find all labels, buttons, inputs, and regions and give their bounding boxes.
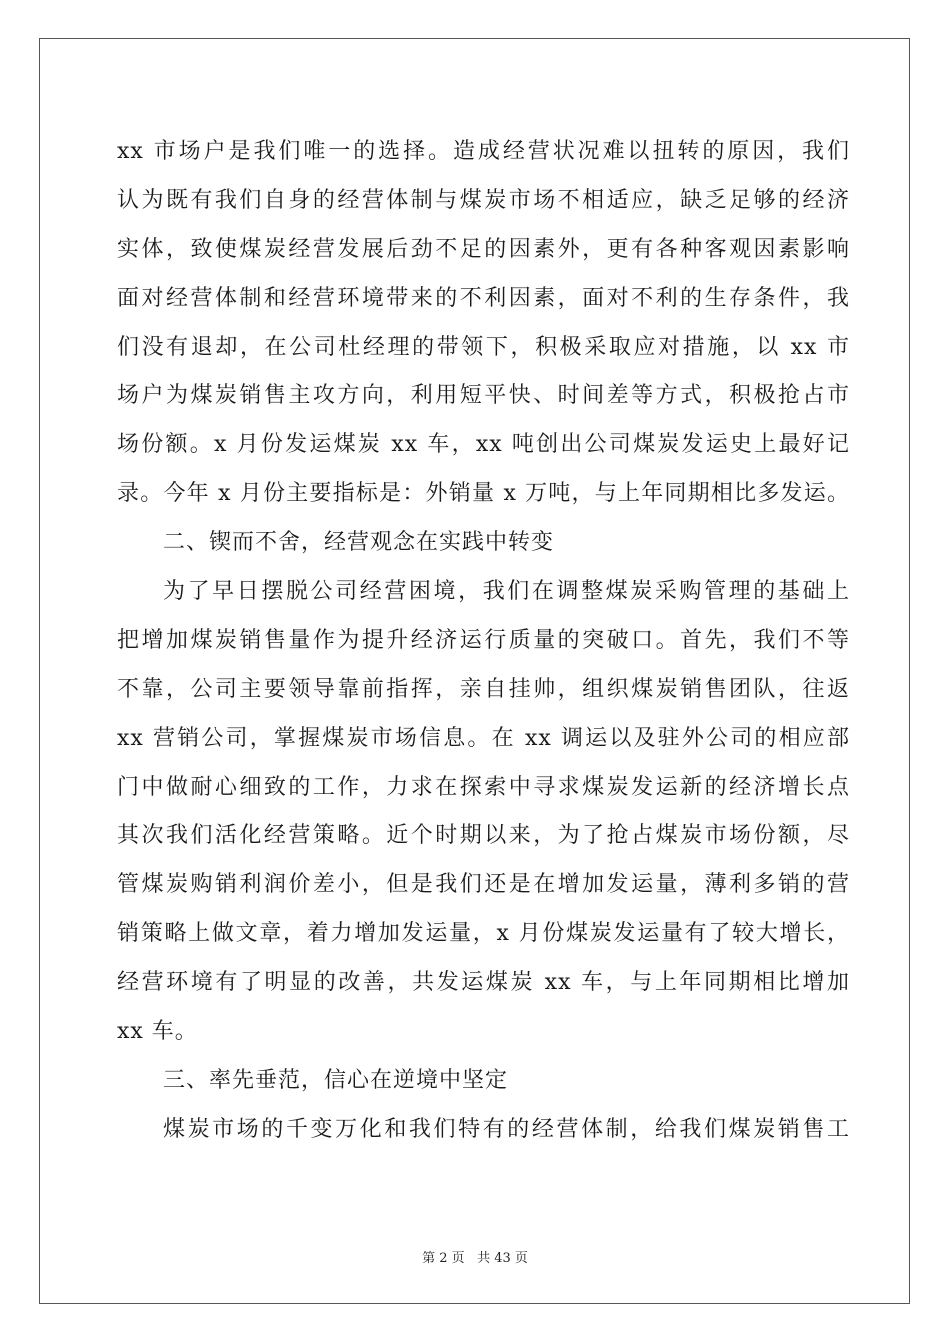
text-line: xx 市场户是我们唯一的选择。造成经营状况难以扭转的原因，我们	[117, 139, 850, 164]
text-line: 场份额。x 月份发运煤炭 xx 车，xx 吨创出公司煤炭发运史上最好记	[117, 432, 850, 458]
paragraph-first-line: 煤炭市场的千变万化和我们特有的经营体制，给我们煤炭销售工	[163, 1116, 850, 1142]
text-line: 经营环境有了明显的改善，共发运煤炭 xx 车，与上年同期相比增加	[117, 970, 850, 996]
text-line: 录。今年 x 月份主要指标是：外销量 x 万吨，与上年同期相比多发运。	[117, 481, 850, 507]
text-line: 不靠，公司主要领导靠前指挥，亲自挂帅，组织煤炭销售团队，往返	[117, 676, 850, 702]
text-line: 认为既有我们自身的经营体制与煤炭市场不相适应，缺乏足够的经济	[117, 187, 850, 213]
paragraph-first-line: 为了早日摆脱公司经营困境，我们在调整煤炭采购管理的基础上	[163, 579, 850, 605]
text-line: xx 车。	[117, 1019, 198, 1045]
section-heading: 三、率先垂范，信心在逆境中坚定	[163, 1067, 509, 1093]
text-line: 其次我们活化经营策略。近个时期以来，为了抢占煤炭市场份额，尽	[117, 823, 850, 849]
text-line: xx 营销公司，掌握煤炭市场信息。在 xx 调运以及驻外公司的相应部	[117, 725, 850, 751]
text-line: 管煤炭购销利润价差小，但是我们还是在增加发运量，薄利多销的营	[117, 872, 850, 898]
text-line: 把增加煤炭销售量作为提升经济运行质量的突破口。首先，我们不等	[117, 627, 850, 653]
text-line: 销策略上做文章，着力增加发运量，x 月份煤炭发运量有了较大增长，	[117, 921, 850, 947]
document-body	[117, 128, 850, 1155]
section-heading: 二、锲而不舍，经营观念在实践中转变	[163, 530, 555, 556]
page-number: 第 2 页	[422, 1251, 465, 1266]
text-line: 场户为煤炭销售主攻方向，利用短平快、时间差等方式，积极抢占市	[117, 383, 850, 409]
text-line: 面对经营体制和经营环境带来的不利因素，面对不利的生存条件，我	[117, 285, 850, 311]
text-line: 门中做耐心细致的工作，力求在探索中寻求煤炭发运新的经济增长点	[117, 774, 850, 800]
page-footer	[0, 1247, 950, 1266]
page-total: 共 43 页	[477, 1251, 528, 1266]
text-line: 实体，致使煤炭经营发展后劲不足的因素外，更有各种客观因素影响	[117, 236, 850, 262]
text-line: 们没有退却，在公司杜经理的带领下，积极采取应对措施，以 xx 市	[117, 334, 850, 360]
